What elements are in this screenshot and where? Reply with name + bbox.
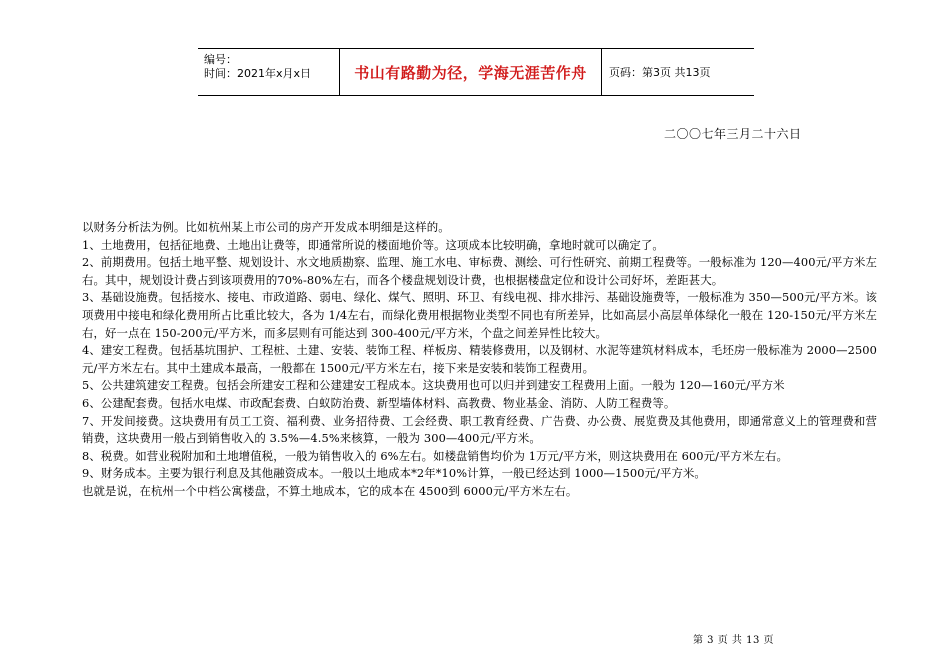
paragraph-infrastructure-cost: 3、基础设施费。包括接水、接电、市政道路、弱电、绿化、煤气、照明、环卫、有线电视、排水排污、基础设施费等，一般标准为 350—500元/平方米。该项费用中接电和绿化费用所占比重比较大，各为 1/4左右，而绿化费用根据物业类型不同也有所差异，比如高层小高层单体绿化一般在 120-150元/平方米左右，好一点在 150-200元/平方米，而多层则有可能达到 300-400元/平方米，个盘之间差异性比较大。 (82, 290, 877, 340)
header-time-label: 时间：2021年x月x日 (204, 67, 312, 80)
paragraph-preliminary-cost: 2、前期费用。包括土地平整、规划设计、水文地质勘察、监理、施工水电、审标费、测绘、可行性研究、前期工程费等。一般标准为 120—400元/平方米左右。其中，规划设计费占到该项费用的70%-80%左右，而各个楼盘规划设计费，也根据楼盘定位和设计公司好坏，差距甚大。 (82, 255, 877, 287)
header-number-label: 编号： (204, 53, 237, 66)
header-motto: 书山有路勤为径，学海无涯苦作舟 (340, 49, 602, 95)
paragraph-public-facilities-cost: 6、公建配套费。包括水电煤、市政配套费、白蚁防治费、新型墙体材料、高教费、物业基金、消防、人防工程费等。 (82, 395, 676, 410)
paragraph-finance-cost: 9、财务成本。主要为银行利息及其他融资成本。一般以土地成本*2年*10%计算，一般已经达到 1000—1500元/平方米。 (82, 466, 706, 481)
document-body (82, 219, 877, 501)
page-footer: 第 3 页 共 13 页 (693, 635, 774, 646)
paragraph-construction-cost: 4、建安工程费。包括基坑围护、工程桩、土建、安装、装饰工程、样板房、精装修费用，以及钢材、水泥等建筑材料成本，毛坯房一般标准为 2000—2500元/平方米左右。其中土建成本最高，一般都在 1500元/平方米左右，接下来是安装和装饰工程费用。 (82, 343, 877, 375)
header-page-number: 页码：第3页 共13页 (609, 66, 711, 79)
header-info-cell (198, 49, 340, 95)
paragraph-land-cost: 1、土地费用，包括征地费、土地出让费等，即通常所说的楼面地价等。这项成本比较明确，拿地时就可以确定了。 (82, 237, 664, 252)
paragraph-intro: 以财务分析法为例。比如杭州某上市公司的房产开发成本明细是这样的。 (82, 220, 450, 234)
document-date: 二〇〇七年三月二十六日 (664, 127, 802, 141)
paragraph-conclusion: 也就是说，在杭州一个中档公寓楼盘，不算土地成本，它的成本在 4500到 6000元/平方米左右。 (82, 483, 578, 498)
page-header (198, 48, 754, 96)
paragraph-taxes: 8、税费。如营业税附加和土地增值税，一般为销售收入的 6%左右。如楼盘销售均价为 1万元/平方米，则这块费用在 600元/平方米左右。 (82, 448, 789, 463)
paragraph-public-building-cost: 5、公共建筑建安工程费。包括会所建安工程和公建建安工程成本。这块费用也可以归并到建安工程费用上面。一般为 120—160元/平方米 (82, 378, 785, 393)
paragraph-indirect-cost: 7、开发间接费。这块费用有员工工资、福利费、业务招待费、工会经费、职工教育经费、广告费、办公费、展览费及其他费用，即通常意义上的管理费和营销费，这块费用一般占到销售收入的 3.5%—4.5%来核算，一般为 300—400元/平方米。 (82, 413, 877, 446)
